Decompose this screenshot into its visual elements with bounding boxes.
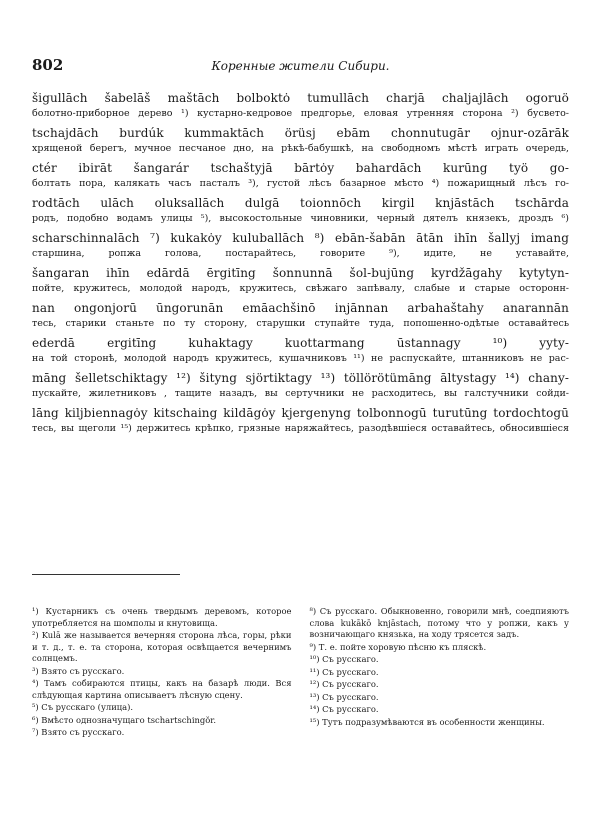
line-pair: [32, 265, 569, 295]
footnote: ⁴) Тамъ собираются птицы, какъ на базарѣ люди. Вся слѣдующая картина описываетъ лѣсную сцену.: [32, 678, 292, 700]
line-pair: [32, 300, 569, 330]
gloss-line: болотно-приборное дерево ¹) кустарно-кедровое предгорье, еловая утренняя сторона ²) бусвето-: [32, 108, 569, 119]
footnotes: [32, 606, 569, 740]
line-pair: [32, 125, 569, 155]
line-pair: [32, 230, 569, 260]
gloss-line: тесь, вы щеголи ¹⁵) держитесь крѣпко, грязные наряжайтесь, разодѣвшіеся оставайтесь, обносившіеся: [32, 423, 569, 434]
footnotes-right-column: [310, 606, 570, 740]
transliteration-line: tschajdāch burdúk kummaktāch örüsj ebām chonnutugār ojnur-ozārāk: [32, 126, 569, 140]
gloss-line: старшина, ропжа голова, постарайтесь, говорите ⁹), идите, не уставайте,: [32, 248, 569, 259]
footnote: ¹⁰) Съ русскаго.: [309, 654, 379, 664]
transliteration-line: ctér ibirāt šangarár tschaštyjā bārtȯy bahardāch kurūng työ go-: [32, 161, 569, 175]
line-pair: [32, 335, 569, 365]
footnote: ⁷) Взято съ русскаго.: [32, 727, 125, 737]
transliteration-line: rodtāch ulāch oluksallāch dulgā toionnōch kirgil knjāstāch tschārda: [32, 196, 569, 210]
gloss-line: пускайте, жилетниковъ , тащите назадъ, вы сертучники не расходитесь, вы галстучники сойди-: [32, 388, 569, 399]
footnote: ¹) Кустарникъ съ очень твердымъ деревомъ, которое употребляется на шомполы и кнутовища.: [32, 606, 292, 628]
gloss-line: тесь, старики станьте по ту сторону, старушки ступайте туда, попошенно-одѣтые оставайтесь: [32, 318, 569, 329]
footnote: ¹¹) Съ русскаго.: [309, 666, 379, 677]
gloss-line: хрященой берегъ, мучное песчаное дно, на рѣкѣ-бабушкѣ, на свободномъ мѣстѣ играть очередь,: [32, 143, 569, 154]
footnote: ³) Взято съ русскаго.: [32, 665, 125, 676]
footnote: ¹⁴) Съ русскаго.: [309, 704, 379, 714]
line-pair: [32, 195, 569, 225]
line-pair: [32, 160, 569, 190]
line-pair: [32, 405, 569, 435]
footnote: ¹³) Съ русскаго.: [309, 691, 379, 702]
footnote: ⁵) Съ русскаго (улица).: [32, 702, 134, 712]
page-number: 802: [32, 56, 64, 74]
interlinear-text: [32, 90, 569, 440]
footnote: ⁹) Т. е. пойте хоровую пѣсню къ пляскѣ.: [309, 641, 487, 652]
footnote: ²) Kulā же называется вечерняя сторона лѣса, горы, рѣки и т. д., т. е. та сторона, которая освѣщается вечернимъ солнцемъ.: [32, 630, 292, 663]
transliteration-line: scharschinnalāch ⁷) kukakȯy kuluballāch ⁸) ebān-šabān ātān ihīn šallyj imang: [32, 231, 569, 245]
transliteration-line: ederdā ergitīng kuhaktagy kuottarmang ūstannagy ¹⁰) yyty-: [32, 336, 569, 350]
gloss-line: на той сторонѣ, молодой народъ кружитесь, кушачниковъ ¹¹) не распускайте, штанниковъ не рас-: [32, 353, 569, 364]
footnote: ¹²) Съ русскаго.: [309, 679, 379, 689]
gloss-line: болтать пора, калякать часъ пасталъ ³), густой лѣсъ базарное мѣсто ⁴) пожарищный лѣсъ го-: [32, 178, 569, 189]
footnote: ¹⁵) Тутъ подразумѣваются въ особенности женщины.: [309, 716, 545, 727]
page-header: [32, 56, 569, 76]
running-title: Коренные жители Сибири.: [211, 59, 390, 73]
transliteration-line: šigullāch šabelāš maštāch bolboktȯ tumullāch charjā chaljajlāch ogoruö: [32, 91, 569, 105]
footnotes-left-column: [32, 606, 292, 740]
footnote: ⁸) Съ русскаго. Обыкновенно, говорили мнѣ, соедпияютъ слова kukākō knjāstach, потому что у ропжи, какъ у возничающаго князька, на ходу трясется задъ.: [309, 606, 569, 639]
transliteration-line: šangaran ihīn edārdā ērgitīng šonnunnā šol-bujūng kyrdžāgahy kytytyn-: [32, 266, 569, 280]
transliteration-line: nan ongonjorū ūngorunān emāachšinō injānnan arbahaštahy anarannān: [32, 301, 569, 315]
line-pair: [32, 90, 569, 120]
gloss-line: пойте, кружитесь, молодой народъ, кружитесь, свѣжаго запѣвалу, слабые и старые осторонн-: [32, 283, 569, 294]
footnote-rule: [32, 574, 180, 575]
transliteration-line: māng šelletschiktagy ¹²) šityng sjörtiktagy ¹³) töllörötümāng āltystagy ¹⁴) chany-: [32, 371, 569, 385]
line-pair: [32, 370, 569, 400]
gloss-line: родъ, подобно водамъ улицы ⁵), высокостольные чиновники, черный дятелъ князекъ, дроздъ ⁶): [32, 213, 569, 224]
footnote: ⁶) Вмѣсто однозначущаго tschartschingŏr.: [32, 714, 217, 725]
transliteration-line: lāng kiljbiennagȯy kitschaing kildāgȯy kjergenyng tolbonnogū turutūng tordochtogū: [32, 406, 569, 420]
